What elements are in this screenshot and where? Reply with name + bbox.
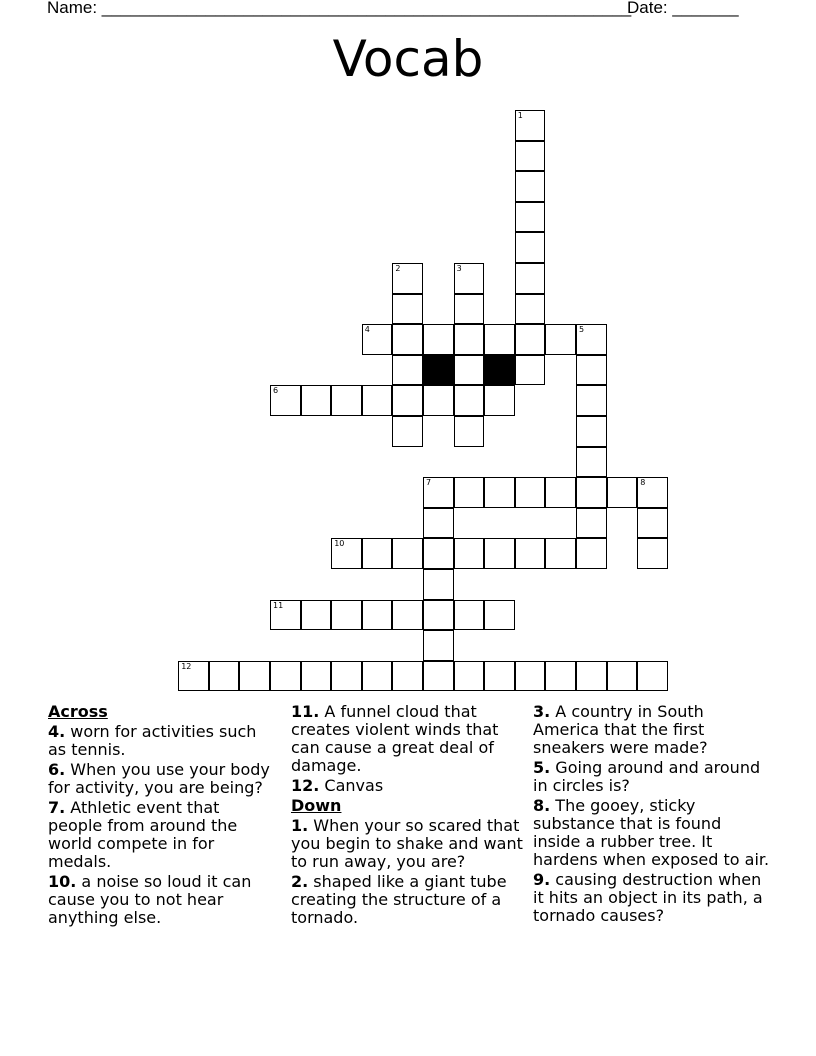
crossword-cell[interactable] (576, 661, 607, 692)
crossword-cell[interactable] (607, 477, 638, 508)
clue-down-9 (533, 871, 773, 925)
clue-number: 6. (48, 760, 66, 779)
clue-number: 9. (533, 870, 551, 889)
crossword-cell[interactable] (515, 263, 546, 294)
crossword-cell[interactable] (454, 477, 485, 508)
clue-across-11 (291, 703, 526, 775)
crossword-cell[interactable] (576, 385, 607, 416)
crossword-cell[interactable] (423, 538, 454, 569)
clue-number-label: 6 (273, 386, 279, 396)
crossword-cell[interactable] (454, 538, 485, 569)
crossword-cell[interactable] (301, 661, 332, 692)
clue-text: worn for activities such as tennis. (48, 722, 257, 759)
clue-number-label: 4 (364, 325, 370, 335)
clue-number: 11. (291, 702, 320, 721)
clue-number: 10. (48, 872, 77, 891)
clue-number-label: 2 (395, 264, 401, 273)
clues-column-1 (48, 703, 273, 929)
crossword-cell[interactable] (454, 355, 485, 386)
date-field: Date: _______ (627, 0, 739, 17)
crossword-cell[interactable] (331, 600, 362, 631)
clue-text: causing destruction when it hits an object in its path, a tornado causes? (533, 870, 763, 925)
crossword-cell[interactable] (362, 324, 393, 355)
clue-number: 8. (533, 796, 551, 815)
clue-text: shaped like a giant tube creating the structure of a tornado. (291, 872, 507, 927)
clue-text: Going around and around in circles is? (533, 758, 761, 795)
crossword-cell[interactable] (423, 385, 454, 416)
clue-number-label: 8 (640, 478, 646, 488)
clue-across-4 (48, 723, 273, 759)
clue-text: a noise so loud it can cause you to not hear anything else. (48, 872, 252, 927)
crossword-cell[interactable] (484, 600, 515, 631)
crossword-block (484, 355, 515, 386)
clue-number-label: 7 (426, 478, 432, 488)
crossword-cell[interactable] (362, 661, 393, 692)
crossword-cell[interactable] (484, 385, 515, 416)
crossword-cell[interactable] (637, 538, 668, 569)
crossword-cell[interactable] (454, 661, 485, 692)
across-heading: Across (48, 702, 108, 721)
crossword-cell[interactable] (209, 661, 240, 692)
crossword-cell[interactable] (545, 661, 576, 692)
crossword-cell[interactable] (392, 538, 423, 569)
crossword-cell[interactable] (484, 324, 515, 355)
crossword-cell[interactable] (576, 447, 607, 478)
crossword-cell[interactable] (270, 661, 301, 692)
crossword-cell[interactable] (392, 324, 423, 355)
crossword-block (423, 355, 454, 386)
name-field: Name: ________________________________________________________ (47, 0, 632, 17)
crossword-cell[interactable] (545, 477, 576, 508)
crossword-cell[interactable] (392, 294, 423, 325)
crossword-cell[interactable] (637, 477, 668, 508)
clue-number: 4. (48, 722, 66, 741)
crossword-cell[interactable] (515, 477, 546, 508)
crossword-cell[interactable] (576, 477, 607, 508)
crossword-cell[interactable] (392, 661, 423, 692)
clue-number: 12. (291, 776, 320, 795)
crossword-cell[interactable] (515, 355, 546, 386)
clue-down-8 (533, 797, 773, 869)
clue-number-label: 11 (273, 600, 284, 610)
crossword-cell[interactable] (484, 477, 515, 508)
crossword-cell[interactable] (423, 508, 454, 539)
clue-across-6 (48, 761, 273, 797)
crossword-cell[interactable] (484, 538, 515, 569)
clue-number-label: 1 (517, 111, 523, 120)
crossword-cell[interactable] (362, 600, 393, 631)
clue-number-label: 5 (579, 325, 585, 335)
crossword-cell[interactable] (515, 324, 546, 355)
clue-number-label: 3 (456, 264, 462, 273)
clue-number-label: 10 (334, 539, 345, 549)
crossword-cell[interactable] (392, 600, 423, 631)
clue-text: When you use your body for activity, you are being? (48, 760, 270, 797)
crossword-cell[interactable] (423, 600, 454, 631)
crossword-cell[interactable] (454, 416, 485, 447)
crossword-cell[interactable] (637, 508, 668, 539)
crossword-cell[interactable] (515, 202, 546, 233)
crossword-cell[interactable] (331, 385, 362, 416)
crossword-cell[interactable] (423, 661, 454, 692)
clue-text: A funnel cloud that creates violent winds that can cause a great deal of damage. (291, 702, 499, 775)
down-heading: Down (291, 796, 342, 815)
crossword-cell[interactable] (576, 416, 607, 447)
crossword-cell[interactable] (484, 661, 515, 692)
crossword-cell[interactable] (423, 630, 454, 661)
clue-text: When your so scared that you begin to shake and want to run away, you are? (291, 816, 523, 871)
crossword-cell[interactable] (515, 661, 546, 692)
crossword-cell[interactable] (454, 385, 485, 416)
clue-across-10 (48, 873, 273, 927)
page-title: Vocab (332, 30, 484, 88)
crossword-cell[interactable] (454, 600, 485, 631)
crossword-cell[interactable] (301, 600, 332, 631)
clue-down-1 (291, 817, 526, 871)
clue-down-5 (533, 759, 773, 795)
crossword-cell[interactable] (270, 385, 301, 416)
crossword-cell[interactable] (392, 385, 423, 416)
crossword-cell[interactable] (576, 324, 607, 355)
clue-number: 1. (291, 816, 309, 835)
clue-text: A country in South America that the first sneakers were made? (533, 702, 708, 757)
crossword-cell[interactable] (423, 569, 454, 600)
crossword-cell[interactable] (178, 661, 209, 692)
crossword-cell[interactable] (362, 538, 393, 569)
crossword-cell[interactable] (392, 355, 423, 386)
crossword-cell[interactable] (423, 477, 454, 508)
clue-number: 7. (48, 798, 66, 817)
clue-text: Canvas (319, 776, 384, 795)
crossword-cell[interactable] (576, 355, 607, 386)
clue-down-2 (291, 873, 526, 927)
crossword-cell[interactable] (545, 538, 576, 569)
crossword-cell[interactable] (423, 324, 454, 355)
crossword-cell[interactable] (239, 661, 270, 692)
clue-number: 3. (533, 702, 551, 721)
clue-number: 5. (533, 758, 551, 777)
crossword-cell[interactable] (270, 600, 301, 631)
clue-across-12 (291, 777, 526, 795)
clue-across-7 (48, 799, 273, 871)
crossword-cell[interactable] (515, 232, 546, 263)
crossword-cell[interactable] (454, 263, 485, 294)
clues-column-3 (533, 703, 773, 927)
clue-number-label: 12 (181, 661, 192, 671)
crossword-cell[interactable] (515, 141, 546, 172)
crossword-cell[interactable] (545, 324, 576, 355)
crossword-cell[interactable] (515, 171, 546, 202)
crossword-cell[interactable] (331, 661, 362, 692)
clue-text: Athletic event that people from around the world compete in for medals. (48, 798, 238, 871)
crossword-cell[interactable] (576, 508, 607, 539)
crossword-cell[interactable] (392, 263, 423, 294)
crossword-cell[interactable] (301, 385, 332, 416)
clue-number: 2. (291, 872, 309, 891)
crossword-cell[interactable] (515, 294, 546, 325)
clue-text: The gooey, sticky substance that is found inside a rubber tree. It hardens when exposed to air. (533, 796, 770, 869)
crossword-cell[interactable] (637, 661, 668, 692)
crossword-cell[interactable] (362, 385, 393, 416)
crossword-cell[interactable] (392, 416, 423, 447)
crossword-cell[interactable] (515, 538, 546, 569)
crossword-cell[interactable] (607, 661, 638, 692)
clues-column-2 (291, 703, 526, 929)
crossword-cell[interactable] (454, 324, 485, 355)
crossword-cell[interactable] (576, 538, 607, 569)
crossword-cell[interactable] (331, 538, 362, 569)
crossword-cell[interactable] (454, 294, 485, 325)
clue-down-3 (533, 703, 773, 757)
crossword-cell[interactable] (515, 110, 546, 141)
